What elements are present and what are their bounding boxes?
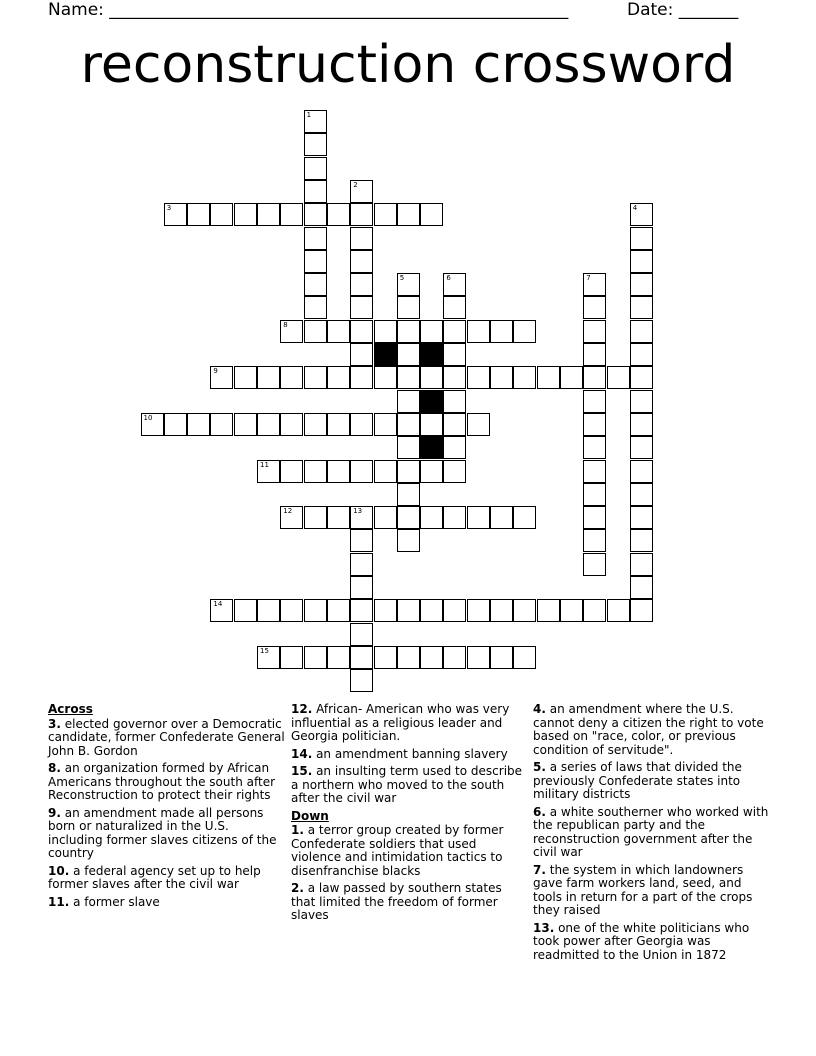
crossword-cell[interactable] xyxy=(583,553,606,576)
clue-text: a former slave xyxy=(69,894,160,909)
crossword-cell[interactable] xyxy=(420,506,443,529)
crossword-cell[interactable] xyxy=(583,273,606,296)
clue-number: 7. xyxy=(533,862,546,877)
crossword-cell[interactable] xyxy=(583,599,606,622)
crossword-cell[interactable] xyxy=(374,413,397,436)
crossword-cell[interactable] xyxy=(443,460,466,483)
crossword-cell[interactable] xyxy=(257,203,280,226)
crossword-cell[interactable] xyxy=(630,366,653,389)
crossword-cell[interactable] xyxy=(350,343,373,366)
crossword-cell[interactable] xyxy=(374,366,397,389)
crossword-cell[interactable] xyxy=(280,646,303,669)
clue-list xyxy=(291,703,527,806)
crossword-cell[interactable] xyxy=(583,460,606,483)
crossword-cell[interactable] xyxy=(630,296,653,319)
clue-number: 11 xyxy=(260,460,269,469)
crossword-cell[interactable] xyxy=(607,366,630,389)
crossword-cell[interactable] xyxy=(327,413,350,436)
clue-number: 6 xyxy=(446,274,451,283)
crossword-cell[interactable] xyxy=(513,366,536,389)
clue-number: 9 xyxy=(213,367,218,376)
crossword-cell[interactable] xyxy=(397,273,420,296)
crossword-cell[interactable] xyxy=(350,529,373,552)
crossword-cell[interactable] xyxy=(374,203,397,226)
crossword-cell[interactable] xyxy=(257,413,280,436)
crossword-cell[interactable] xyxy=(467,366,490,389)
down-heading: Down xyxy=(291,808,329,823)
clue-number: 2. xyxy=(291,881,304,895)
crossword-cell[interactable] xyxy=(234,203,257,226)
crossword-cell[interactable] xyxy=(350,296,373,319)
clue-item xyxy=(291,882,527,923)
crossword-cell[interactable] xyxy=(327,460,350,483)
clue-number: 12 xyxy=(283,507,293,516)
crossword-cell[interactable] xyxy=(397,320,420,343)
crossword-cell[interactable] xyxy=(374,646,397,669)
crossword-cell[interactable] xyxy=(443,273,466,296)
clue-item xyxy=(48,718,286,759)
clue-number: 15. xyxy=(291,764,313,778)
crossword-cell[interactable] xyxy=(490,599,513,622)
crossword-cell[interactable] xyxy=(630,483,653,506)
crossword-cell[interactable] xyxy=(280,413,303,436)
crossword-cell[interactable] xyxy=(210,413,233,436)
clue-item xyxy=(48,762,286,803)
crossword-cell[interactable] xyxy=(583,436,606,459)
clue-number: 13. xyxy=(533,920,555,935)
crossword-cell[interactable] xyxy=(443,599,466,622)
crossword-cell[interactable] xyxy=(397,646,420,669)
clue-number: 4 xyxy=(632,204,638,213)
clue-text: a federal agency set up to help former slaves after the civil war xyxy=(48,863,261,891)
clue-number: 5 xyxy=(399,274,405,283)
crossword-cell[interactable] xyxy=(490,366,513,389)
crossword-cell[interactable] xyxy=(583,483,606,506)
crossword-cell[interactable] xyxy=(187,413,210,436)
crossword-cell[interactable] xyxy=(420,599,443,622)
crossword-cell[interactable] xyxy=(397,343,420,366)
clue-item xyxy=(533,761,773,802)
crossword-cell[interactable] xyxy=(630,203,653,226)
crossword-cell[interactable] xyxy=(420,413,443,436)
crossword-cell[interactable] xyxy=(350,227,373,250)
crossword-cell[interactable] xyxy=(327,599,350,622)
crossword-cell[interactable] xyxy=(350,203,373,226)
crossword-cell[interactable] xyxy=(350,669,373,692)
name-field-label: Name: ______________________________________________________ xyxy=(48,0,569,20)
crossword-cell[interactable] xyxy=(350,250,373,273)
clue-number: 11. xyxy=(48,894,70,909)
crossword-cell[interactable] xyxy=(304,227,327,250)
crossword-cell[interactable] xyxy=(280,320,303,343)
clue-number: 9. xyxy=(48,805,61,820)
crossword-cell[interactable] xyxy=(304,180,327,203)
crossword-cell[interactable] xyxy=(583,390,606,413)
crossword-cell[interactable] xyxy=(374,320,397,343)
crossword-cell[interactable] xyxy=(257,366,280,389)
crossword-cell[interactable] xyxy=(327,646,350,669)
clue-number: 10. xyxy=(48,863,70,878)
clue-item xyxy=(533,922,773,963)
crossword-cell[interactable] xyxy=(327,506,350,529)
crossword-cell[interactable] xyxy=(443,506,466,529)
crossword-cell[interactable] xyxy=(443,436,466,459)
crossword-cell[interactable] xyxy=(583,506,606,529)
crossword-cell[interactable] xyxy=(350,599,373,622)
clue-number: 14 xyxy=(213,600,223,609)
crossword-cell[interactable] xyxy=(467,320,490,343)
crossword-cell[interactable] xyxy=(467,646,490,669)
crossword-cell[interactable] xyxy=(490,506,513,529)
crossword-cell[interactable] xyxy=(280,460,303,483)
crossword-cell[interactable] xyxy=(350,623,373,646)
clue-item xyxy=(291,824,527,878)
crossword-cell[interactable] xyxy=(513,646,536,669)
crossword-cell[interactable] xyxy=(210,599,233,622)
crossword-cell[interactable] xyxy=(304,506,327,529)
crossword-cell[interactable] xyxy=(583,366,606,389)
clue-item xyxy=(533,806,773,860)
crossword-cell[interactable] xyxy=(630,529,653,552)
crossword-cell[interactable] xyxy=(397,203,420,226)
crossword-cell[interactable] xyxy=(374,460,397,483)
crossword-cell[interactable] xyxy=(327,320,350,343)
crossword-cell[interactable] xyxy=(304,646,327,669)
crossword-cell[interactable] xyxy=(443,390,466,413)
crossword-cell[interactable] xyxy=(234,366,257,389)
clue-number: 4. xyxy=(533,702,546,716)
crossword-cell[interactable] xyxy=(630,553,653,576)
crossword-cell[interactable] xyxy=(583,320,606,343)
mixed-clues-column xyxy=(291,703,527,927)
crossword-cell[interactable] xyxy=(350,576,373,599)
crossword-cell[interactable] xyxy=(397,390,420,413)
clue-number: 7 xyxy=(586,274,591,283)
crossword-cell[interactable] xyxy=(630,250,653,273)
crossword-cell[interactable] xyxy=(583,343,606,366)
crossword-cell[interactable] xyxy=(560,599,583,622)
crossword-cell[interactable] xyxy=(630,320,653,343)
crossword-cell[interactable] xyxy=(141,413,164,436)
crossword-cell[interactable] xyxy=(397,506,420,529)
clue-number: 1. xyxy=(291,823,304,837)
clue-text: a white southerner who worked with the republican party and the reconstruction government after the civil war xyxy=(533,804,769,859)
crossword-cell[interactable] xyxy=(350,273,373,296)
crossword-cell[interactable] xyxy=(630,576,653,599)
clue-text: an amendment made all persons born or naturalized in the U.S. including former slaves citizens of the country xyxy=(48,805,277,860)
crossword-cell[interactable] xyxy=(583,413,606,436)
crossword-cell[interactable] xyxy=(513,599,536,622)
crossword-cell[interactable] xyxy=(187,203,210,226)
clue-text: a series of laws that divided the previously Confederate states into military districts xyxy=(533,760,742,801)
clue-text: an organization formed by African Americans throughout the south after Reconstruction to protect their rights xyxy=(48,761,276,802)
crossword-cell[interactable] xyxy=(630,390,653,413)
crossword-cell[interactable] xyxy=(304,320,327,343)
crossword-cell[interactable] xyxy=(420,460,443,483)
clue-text: a law passed by southern states that limited the freedom of former slaves xyxy=(291,881,502,922)
clue-item xyxy=(533,703,773,757)
clue-text: a terror group created by former Confederate soldiers that used violence and intimidation tactics to disenfranchise blacks xyxy=(291,823,504,878)
crossword-cell[interactable] xyxy=(280,599,303,622)
crossword-cell[interactable] xyxy=(257,599,280,622)
crossword-cell[interactable] xyxy=(443,413,466,436)
clue-item xyxy=(533,864,773,918)
crossword-cell[interactable] xyxy=(583,296,606,319)
crossword-cell[interactable] xyxy=(397,413,420,436)
crossword-cell[interactable] xyxy=(350,646,373,669)
clue-list xyxy=(533,703,773,962)
clue-text: African- American who was very influential as a religious leader and Georgia politician. xyxy=(291,702,510,743)
crossword-cell[interactable] xyxy=(630,506,653,529)
crossword-cell[interactable] xyxy=(210,203,233,226)
crossword-cell[interactable] xyxy=(443,366,466,389)
crossword-cell[interactable] xyxy=(350,366,373,389)
clue-item xyxy=(48,807,286,861)
across-heading: Across xyxy=(48,702,93,716)
crossword-cell[interactable] xyxy=(443,646,466,669)
crossword-cell[interactable] xyxy=(350,180,373,203)
crossword-cell[interactable] xyxy=(374,506,397,529)
crossword-cell[interactable] xyxy=(257,460,280,483)
clue-item xyxy=(48,865,286,892)
crossword-cell[interactable] xyxy=(513,320,536,343)
page-title: reconstruction crossword xyxy=(80,35,736,95)
crossword-cell[interactable] xyxy=(513,506,536,529)
crossword-cell[interactable] xyxy=(304,366,327,389)
crossword-cell[interactable] xyxy=(327,366,350,389)
down-clues-column xyxy=(533,703,773,966)
crossword-cell[interactable] xyxy=(350,413,373,436)
black-cell xyxy=(420,390,443,413)
clue-text: an amendment where the U.S. cannot deny a citizen the right to vote based on "race, color, or previous condition of servitude". xyxy=(533,702,764,757)
clue-item xyxy=(48,896,286,910)
clue-text: an insulting term used to describe a northern who moved to the south after the civil war xyxy=(291,764,523,805)
clue-item xyxy=(291,703,527,744)
crossword-cell[interactable] xyxy=(304,110,327,133)
crossword-cell[interactable] xyxy=(560,366,583,389)
crossword-cell[interactable] xyxy=(420,203,443,226)
crossword-cell[interactable] xyxy=(467,413,490,436)
clue-number: 8 xyxy=(283,320,288,329)
crossword-cell[interactable] xyxy=(280,506,303,529)
crossword-cell[interactable] xyxy=(630,599,653,622)
crossword-cell[interactable] xyxy=(304,413,327,436)
crossword-cell[interactable] xyxy=(397,436,420,459)
clue-text: one of the white politicians who took power after Georgia was readmitted to the Union in 1872 xyxy=(533,920,750,962)
crossword-cell[interactable] xyxy=(630,413,653,436)
clue-list xyxy=(291,824,527,923)
crossword-cell[interactable] xyxy=(210,366,233,389)
crossword-cell[interactable] xyxy=(630,460,653,483)
crossword-cell[interactable] xyxy=(350,553,373,576)
clue-number: 12. xyxy=(291,702,313,716)
clue-item xyxy=(291,748,527,762)
crossword-cell[interactable] xyxy=(304,133,327,156)
crossword-cell[interactable] xyxy=(304,599,327,622)
clue-number: 8. xyxy=(48,761,61,775)
crossword-cell[interactable] xyxy=(583,529,606,552)
crossword-cell[interactable] xyxy=(350,320,373,343)
clue-number: 6. xyxy=(533,804,546,819)
black-cell xyxy=(420,343,443,366)
crossword-cell[interactable] xyxy=(374,599,397,622)
crossword-cell[interactable] xyxy=(443,343,466,366)
crossword-cell[interactable] xyxy=(280,366,303,389)
crossword-cell[interactable] xyxy=(397,599,420,622)
clue-number: 15 xyxy=(260,646,269,655)
crossword-cell[interactable] xyxy=(443,320,466,343)
crossword-cell[interactable] xyxy=(164,203,187,226)
crossword-cell[interactable] xyxy=(537,366,560,389)
crossword-cell[interactable] xyxy=(490,646,513,669)
black-cell xyxy=(420,436,443,459)
crossword-cell[interactable] xyxy=(467,599,490,622)
crossword-cell[interactable] xyxy=(630,273,653,296)
clue-number: 5. xyxy=(533,760,546,774)
crossword-cell[interactable] xyxy=(397,366,420,389)
crossword-cell[interactable] xyxy=(304,296,327,319)
crossword-cell[interactable] xyxy=(327,203,350,226)
crossword-cell[interactable] xyxy=(537,599,560,622)
crossword-cell[interactable] xyxy=(420,320,443,343)
crossword-cell[interactable] xyxy=(234,413,257,436)
clue-number: 13 xyxy=(353,507,363,516)
crossword-cell[interactable] xyxy=(304,273,327,296)
clue-number: 14. xyxy=(291,746,313,761)
crossword-cell[interactable] xyxy=(257,646,280,669)
crossword-cell[interactable] xyxy=(234,599,257,622)
crossword-cell[interactable] xyxy=(490,320,513,343)
clue-number: 2 xyxy=(353,180,358,189)
clue-text: the system in which landowners gave farm workers land, seed, and tools in return for a part of the crops they raised xyxy=(533,862,753,917)
crossword-cell[interactable] xyxy=(304,250,327,273)
crossword-cell[interactable] xyxy=(304,460,327,483)
crossword-cell[interactable] xyxy=(164,413,187,436)
clue-item xyxy=(291,765,527,806)
crossword-cell[interactable] xyxy=(397,460,420,483)
crossword-cell[interactable] xyxy=(443,296,466,319)
crossword-cell[interactable] xyxy=(397,483,420,506)
crossword-cell[interactable] xyxy=(304,203,327,226)
crossword-cell[interactable] xyxy=(397,529,420,552)
date-field-label: Date: _______ xyxy=(627,0,739,20)
crossword-cell[interactable] xyxy=(350,460,373,483)
crossword-cell[interactable] xyxy=(630,343,653,366)
crossword-cell[interactable] xyxy=(630,227,653,250)
clue-number: 10 xyxy=(143,413,153,422)
clue-number: 3. xyxy=(48,716,61,731)
crossword-cell[interactable] xyxy=(420,366,443,389)
crossword-cell[interactable] xyxy=(350,506,373,529)
clue-number: 1 xyxy=(306,111,312,119)
clue-text: an amendment banning slavery xyxy=(312,746,508,761)
black-cell xyxy=(374,343,397,366)
crossword-cell[interactable] xyxy=(420,646,443,669)
crossword-cell[interactable] xyxy=(304,157,327,180)
across-clues-column xyxy=(48,703,286,913)
clue-number: 3 xyxy=(166,204,172,213)
clue-list xyxy=(48,718,286,910)
crossword-cell[interactable] xyxy=(397,296,420,319)
crossword-cell[interactable] xyxy=(607,599,630,622)
crossword-cell[interactable] xyxy=(467,506,490,529)
crossword-cell[interactable] xyxy=(630,436,653,459)
clue-text: elected governor over a Democratic candidate, former Confederate General John B. Gordon xyxy=(48,716,285,758)
crossword-cell[interactable] xyxy=(280,203,303,226)
